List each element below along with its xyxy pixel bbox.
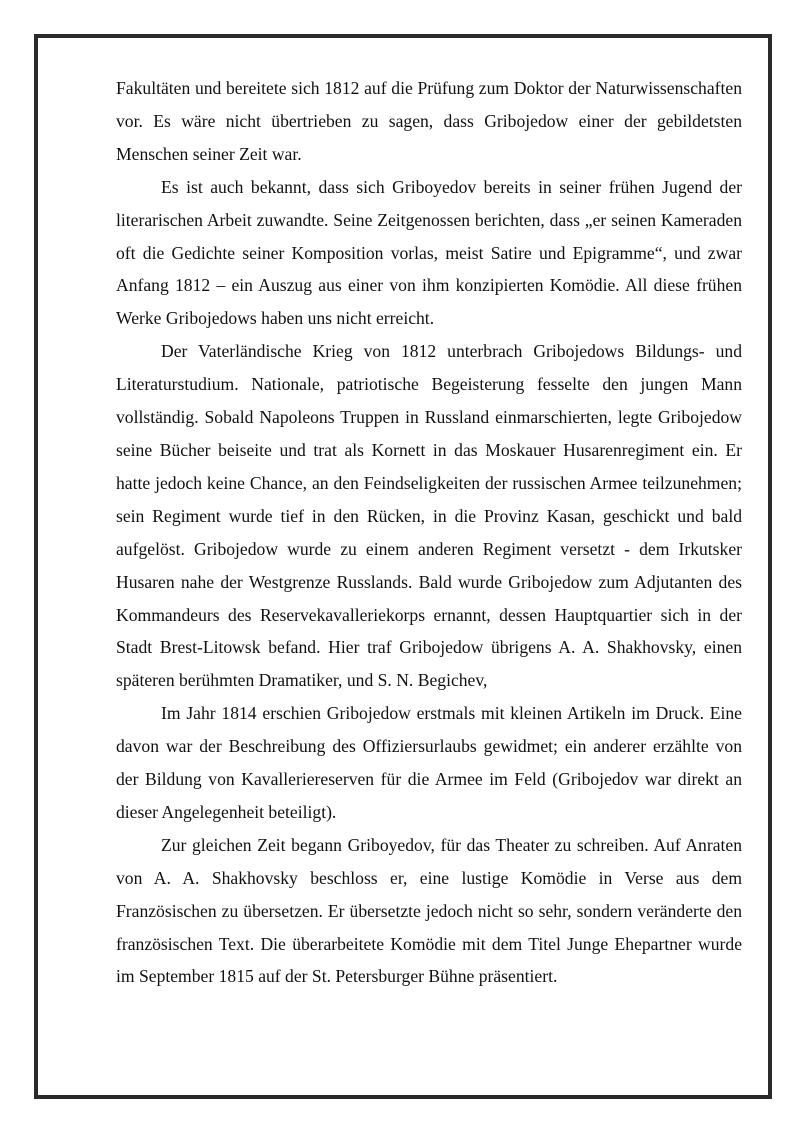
paragraph-first-articles: Im Jahr 1814 erschien Gribojedow erstmals mit kleinen Artikeln im Druck. Eine davon war der Beschreibung des Offiziersurlaubs gewidmet; ein anderer erzählte von der Bildung von Kavalleriereserven für die Armee im Feld (Gribojedov war direkt an dieser Angelegenheit beteiligt). [116,703,742,822]
paragraph-literary-beginnings: Es ist auch bekannt, dass sich Griboyedov bereits in seiner frühen Jugend der literarischen Arbeit zuwandte. Seine Zeitgenossen berichten, dass „er seinen Kameraden oft die Gedichte seiner Komposition vorlas, meist Satire und Epigramme“, und zwar Anfang 1812 – ein Auszug aus einer von ihm konzipierten Komödie. All diese frühen Werke Gribojedows haben uns nicht erreicht. [116,176,742,329]
paragraph-war-1812: Der Vaterländische Krieg von 1812 unterbrach Gribojedows Bildungs- und Literaturstudium. Nationale, patriotische Begeisterung fesselte den jungen Mann vollständig. Sobald Napoleons Truppen in Russland einmarschierten, legte Gribojedow seine Bücher beiseite und trat als Kornett in das Moskauer Husarenregiment ein. Er hatte jedoch keine Chance, an den Feindseligkeiten der russischen Armee teilzunehmen; sein Regiment wurde tief in den Rücken, in die Provinz Kasan, geschickt und bald aufgelöst. Gribojedow wurde zu einem anderen Regiment versetzt - dem Irkutsker Husaren nahe der Westgrenze Russlands. Bald wurde Gribojedow zum Adjutanten des Kommandeurs des Reservekavalleriekorps ernannt, dessen Hauptquartier sich in der Stadt Brest-Litowsk befand. Hier traf Gribojedow übrigens A. A. Shakhovsky, einen späteren berühmten Dramatiker, und S. N. Begichev, [116,341,742,691]
paragraph-continuation: Fakultäten und bereitete sich 1812 auf die Prüfung zum Doktor der Naturwissenschaften vor. Es wäre nicht übertrieben zu sagen, dass Gribojedow einer der gebildetsten Menschen seiner Zeit war. [116,78,742,164]
document-body [116,72,742,993]
paragraph-theater-beginnings: Zur gleichen Zeit begann Griboyedov, für das Theater zu schreiben. Auf Anraten von A. A. Shakhovsky beschloss er, eine lustige Komödie in Verse aus dem Französischen zu übersetzen. Er übersetzte jedoch nicht so sehr, sondern veränderte den französischen Text. Die überarbeitete Komödie mit dem Titel Junge Ehepartner wurde im September 1815 auf der St. Petersburger Bühne präsentiert. [116,834,742,987]
